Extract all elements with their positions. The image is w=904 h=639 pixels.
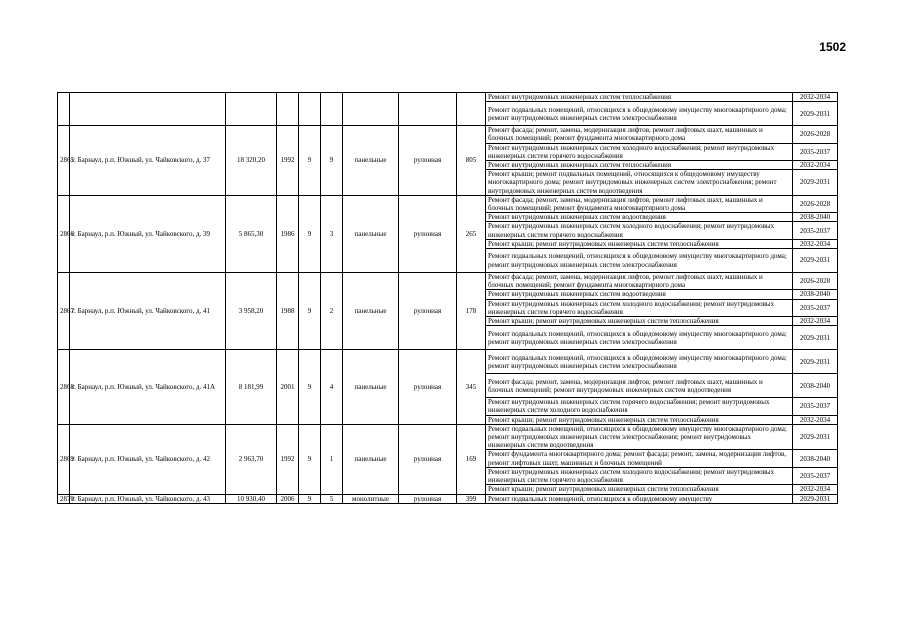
- residents-cell: 265: [457, 195, 486, 272]
- work-years: 2029-2031: [793, 170, 838, 196]
- entrances-cell: [321, 93, 343, 126]
- work-years: 2035-2037: [793, 222, 838, 239]
- floors-cell: 9: [299, 494, 321, 503]
- work-description: Ремонт внутридомовых инженерных систем теплоснабжения: [486, 161, 793, 170]
- entrances-cell: 4: [321, 350, 343, 425]
- floors-cell: 9: [299, 126, 321, 196]
- work-description: Ремонт подвальных помещений, относящихся к общедомовому имуществу многоквартирного дома; ремонт внутридомовых инженерных систем электроснабжения: [486, 249, 793, 273]
- roof-type-cell: рулонная: [399, 126, 457, 196]
- work-years: 2032-2034: [793, 317, 838, 326]
- work-years: 2038-2040: [793, 213, 838, 222]
- wall-material-cell: панельные: [343, 195, 399, 272]
- row-id: 2867: [58, 273, 70, 350]
- year-cell: 1988: [277, 273, 299, 350]
- work-description: Ремонт крыши; ремонт подвальных помещений, относящихся к общедомовому имуществу многоквартирного дома; ремонт внутридомовых инженерных систем электроснабжения; ремонт внутридомовых инженерных систем водоотведения: [486, 170, 793, 196]
- work-years: 2035-2037: [793, 143, 838, 160]
- table-row: [58, 494, 838, 503]
- roof-type-cell: [399, 93, 457, 126]
- work-description: Ремонт внутридомовых инженерных систем холодного водоснабжения; ремонт внутридомовых инженерных систем горячего водоснабжения: [486, 143, 793, 160]
- floors-cell: [299, 93, 321, 126]
- work-description: Ремонт подвальных помещений, относящихся к общедомовому имуществу многоквартирного дома; ремонт внутридомовых инженерных систем электроснабжения: [486, 350, 793, 374]
- work-years: 2032-2034: [793, 239, 838, 248]
- work-years: 2029-2031: [793, 326, 838, 350]
- work-description: Ремонт крыши; ремонт внутридомовых инженерных систем теплоснабжения: [486, 317, 793, 326]
- residents-cell: 345: [457, 350, 486, 425]
- roof-type-cell: рулонная: [399, 195, 457, 272]
- work-years: 2029-2031: [793, 102, 838, 126]
- floors-cell: 9: [299, 350, 321, 425]
- residents-cell: 805: [457, 126, 486, 196]
- entrances-cell: 1: [321, 424, 343, 494]
- address-cell: г. Барнаул, р.п. Южный, ул. Чайковского, д. 37: [70, 126, 226, 196]
- roof-type-cell: рулонная: [399, 494, 457, 503]
- repair-schedule-table: [57, 92, 838, 504]
- work-years: 2026-2028: [793, 195, 838, 212]
- work-description: Ремонт фасада; ремонт, замена, модернизация лифтов, ремонт лифтовых шахт, машинных и блочных помещений; ремонт внутридомовых инженерных систем водоотведения: [486, 374, 793, 398]
- work-years: 2032-2034: [793, 485, 838, 494]
- work-years: 2035-2037: [793, 299, 838, 316]
- area-cell: 8 181,99: [226, 350, 277, 425]
- residents-cell: 169: [457, 424, 486, 494]
- work-description: Ремонт внутридомовых инженерных систем водоотведения: [486, 213, 793, 222]
- area-cell: 2 963,70: [226, 424, 277, 494]
- year-cell: 1992: [277, 424, 299, 494]
- residents-cell: [457, 93, 486, 126]
- residents-cell: 399: [457, 494, 486, 503]
- area-cell: 10 930,40: [226, 494, 277, 503]
- table-row: [58, 273, 838, 290]
- work-description: Ремонт внутридомовых инженерных систем холодного водоснабжения; ремонт внутридомовых инженерных систем горячего водоснабжения: [486, 222, 793, 239]
- work-years: 2038-2040: [793, 450, 838, 467]
- work-years: 2032-2034: [793, 161, 838, 170]
- table-row: [58, 424, 838, 450]
- table-row: [58, 350, 838, 374]
- roof-type-cell: рулонная: [399, 273, 457, 350]
- table-row: [58, 126, 838, 143]
- work-years: 2035-2037: [793, 398, 838, 415]
- floors-cell: 9: [299, 195, 321, 272]
- table-row: [58, 93, 838, 102]
- work-description: Ремонт внутридомовых инженерных систем водоотведения: [486, 290, 793, 299]
- row-id: 2870: [58, 494, 70, 503]
- wall-material-cell: монолитные: [343, 494, 399, 503]
- work-years: 2029-2031: [793, 350, 838, 374]
- work-years: 2038-2040: [793, 374, 838, 398]
- work-description: Ремонт фасада; ремонт, замена, модернизация лифтов, ремонт лифтовых шахт, машинных и блочных помещений; ремонт фундамента многоквартирного дома: [486, 126, 793, 143]
- row-id: [58, 93, 70, 126]
- area-cell: 5 865,30: [226, 195, 277, 272]
- wall-material-cell: панельные: [343, 424, 399, 494]
- wall-material-cell: панельные: [343, 273, 399, 350]
- entrances-cell: 9: [321, 126, 343, 196]
- work-description: Ремонт крыши; ремонт внутридомовых инженерных систем теплоснабжения: [486, 239, 793, 248]
- work-description: Ремонт подвальных помещений, относящихся к общедомовому имуществу многоквартирного дома; ремонт внутридомовых инженерных систем электроснабжения: [486, 326, 793, 350]
- work-description: Ремонт крыши; ремонт внутридомовых инженерных систем теплоснабжения: [486, 415, 793, 424]
- work-years: 2035-2037: [793, 467, 838, 484]
- work-description: Ремонт внутридомовых инженерных систем холодного водоснабжения; ремонт внутридомовых инженерных систем горячего водоснабжения: [486, 299, 793, 316]
- work-years: 2032-2034: [793, 415, 838, 424]
- row-id: 2869: [58, 424, 70, 494]
- work-years: 2026-2028: [793, 126, 838, 143]
- year-cell: [277, 93, 299, 126]
- floors-cell: 9: [299, 273, 321, 350]
- wall-material-cell: панельные: [343, 126, 399, 196]
- roof-type-cell: рулонная: [399, 350, 457, 425]
- row-id: 2866: [58, 195, 70, 272]
- work-years: 2029-2031: [793, 424, 838, 450]
- work-description: Ремонт подвальных помещений, относящихся к общедомовому имуществу: [486, 494, 793, 503]
- address-cell: г. Барнаул, р.п. Южный, ул. Чайковского, д. 42: [70, 424, 226, 494]
- area-cell: 18 320,20: [226, 126, 277, 196]
- work-description: Ремонт подвальных помещений, относящихся к общедомовому имуществу многоквартирного дома; ремонт внутридомовых инженерных систем электроснабжения: [486, 102, 793, 126]
- work-description: Ремонт внутридомовых инженерных систем горячего водоснабжения; ремонт внутридомовых инженерных систем холодного водоснабжения: [486, 398, 793, 415]
- work-years: 2038-2040: [793, 290, 838, 299]
- area-cell: [226, 93, 277, 126]
- work-description: Ремонт фасада; ремонт, замена, модернизация лифтов, ремонт лифтовых шахт, машинных и блочных помещений; ремонт фундамента многоквартирного дома: [486, 273, 793, 290]
- work-years: 2026-2028: [793, 273, 838, 290]
- work-years: 2029-2031: [793, 249, 838, 273]
- address-cell: г. Барнаул, р.п. Южный, ул. Чайковского, д. 39: [70, 195, 226, 272]
- address-cell: г. Барнаул, р.п. Южный, ул. Чайковского, д. 43: [70, 494, 226, 503]
- year-cell: 1986: [277, 195, 299, 272]
- page-number: 1502: [819, 40, 846, 54]
- roof-type-cell: рулонная: [399, 424, 457, 494]
- entrances-cell: 3: [321, 195, 343, 272]
- row-id: 2865: [58, 126, 70, 196]
- entrances-cell: 2: [321, 273, 343, 350]
- work-description: Ремонт внутридомовых инженерных систем теплоснабжения: [486, 93, 793, 102]
- work-description: Ремонт внутридомовых инженерных систем холодного водоснабжения; ремонт внутридомовых инженерных систем горячего водоснабжения: [486, 467, 793, 484]
- address-cell: г. Барнаул, р.п. Южный, ул. Чайковского, д. 41А: [70, 350, 226, 425]
- work-description: Ремонт крыши; ремонт внутридомовых инженерных систем теплоснабжения: [486, 485, 793, 494]
- work-years: 2029-2031: [793, 494, 838, 503]
- address-cell: [70, 93, 226, 126]
- residents-cell: 178: [457, 273, 486, 350]
- floors-cell: 9: [299, 424, 321, 494]
- work-description: Ремонт фундамента многоквартирного дома; ремонт фасада; ремонт, замена, модернизация лифтов, ремонт лифтовых шахт, машинных и блочных помещений: [486, 450, 793, 467]
- year-cell: 2006: [277, 494, 299, 503]
- table-row: [58, 195, 838, 212]
- row-id: 2868: [58, 350, 70, 425]
- year-cell: 1992: [277, 126, 299, 196]
- work-years: 2032-2034: [793, 93, 838, 102]
- wall-material-cell: [343, 93, 399, 126]
- wall-material-cell: панельные: [343, 350, 399, 425]
- address-cell: г. Барнаул, р.п. Южный, ул. Чайковского, д. 41: [70, 273, 226, 350]
- entrances-cell: 5: [321, 494, 343, 503]
- work-description: Ремонт подвальных помещений, относящихся к общедомовому имуществу многоквартирного дома; ремонт внутридомовых инженерных систем электроснабжения; ремонт внутридомовых инженерных систем водоотведения: [486, 424, 793, 450]
- year-cell: 2001: [277, 350, 299, 425]
- work-description: Ремонт фасада; ремонт, замена, модернизация лифтов, ремонт лифтовых шахт, машинных и блочных помещений; ремонт фундамента многоквартирного дома: [486, 195, 793, 212]
- area-cell: 3 958,20: [226, 273, 277, 350]
